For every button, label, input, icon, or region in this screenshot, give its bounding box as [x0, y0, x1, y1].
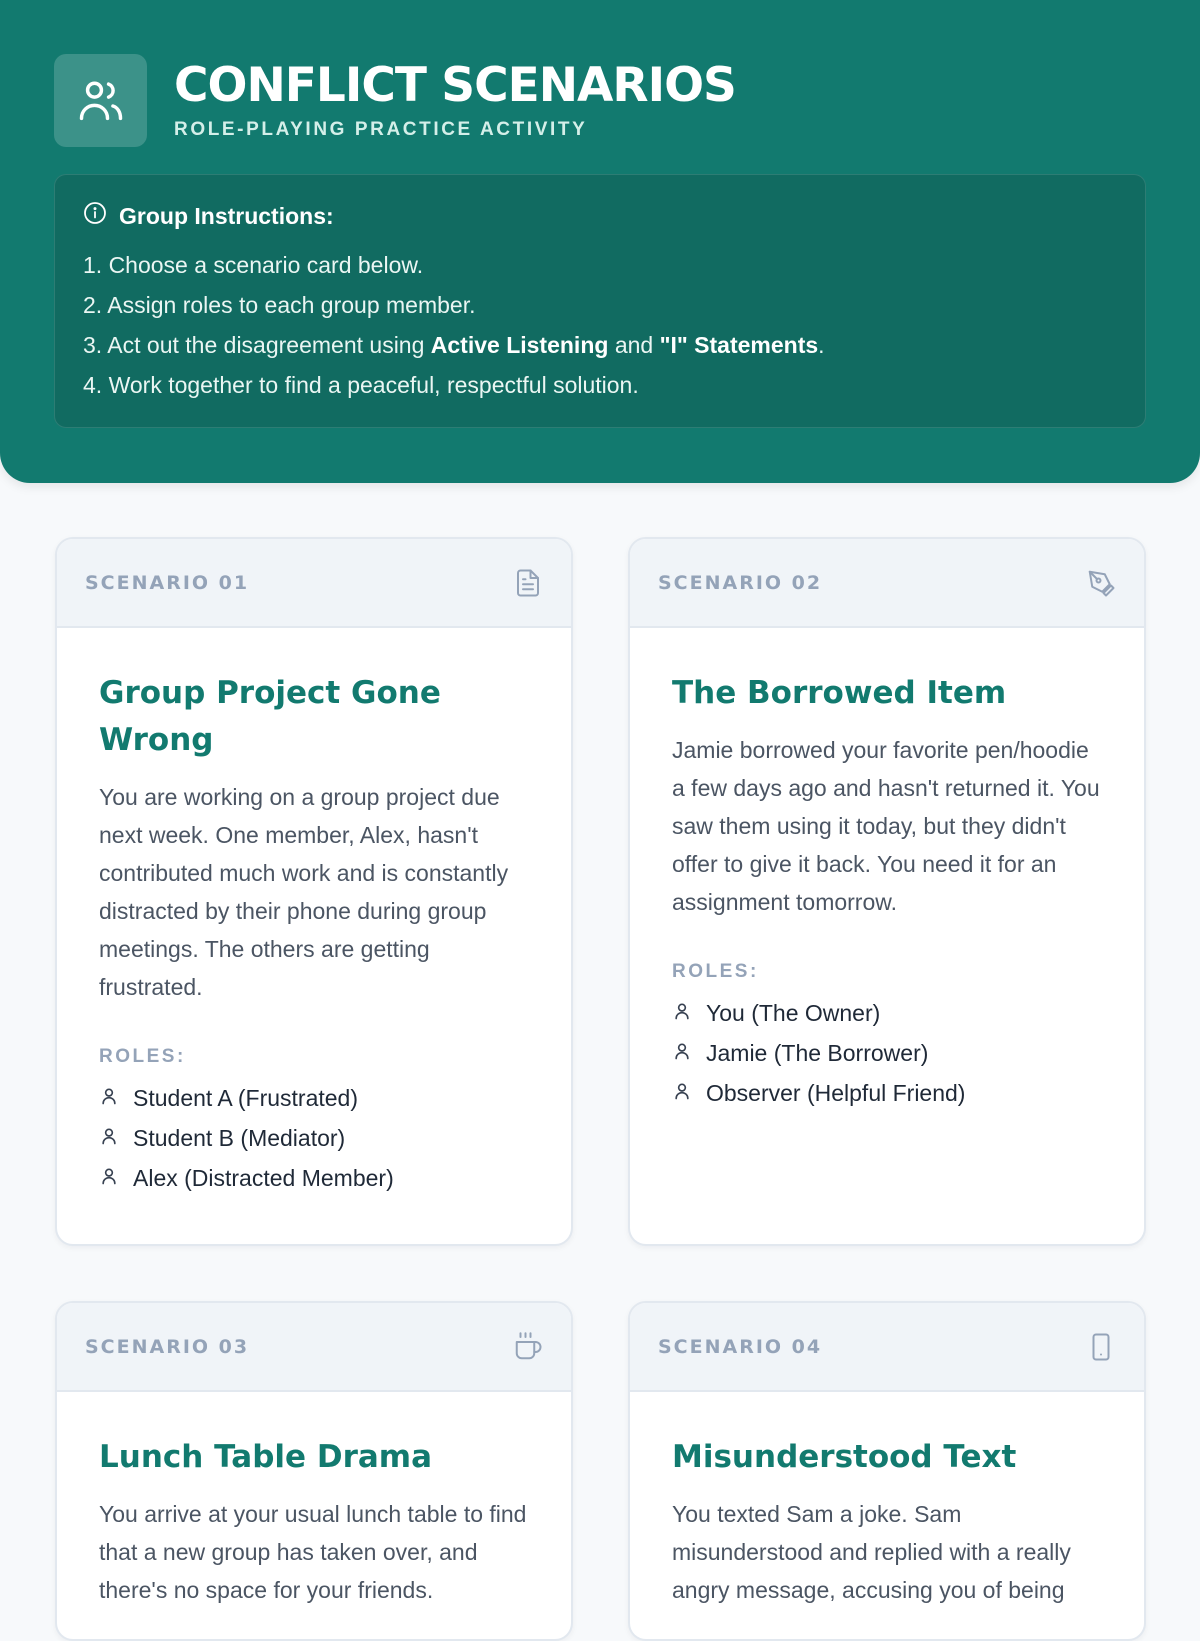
card-header	[57, 1303, 571, 1392]
user-icon	[99, 1118, 119, 1158]
role-label: Alex (Distracted Member)	[133, 1165, 394, 1191]
card-body	[57, 628, 571, 1236]
user-icon	[672, 1033, 692, 1073]
instruction-step	[83, 325, 1117, 365]
card-header	[630, 539, 1144, 628]
role-item	[99, 1118, 529, 1158]
scenario-number: SCENARIO 04	[658, 1335, 823, 1358]
role-item	[99, 1158, 529, 1198]
step-text: and	[608, 332, 660, 358]
scenario-card[interactable]	[628, 1301, 1146, 1641]
instruction-step: 1. Choose a scenario card below.	[83, 252, 424, 278]
step-text: .	[818, 332, 825, 358]
scenario-title: The Borrowed Item	[672, 675, 1007, 711]
info-icon	[83, 201, 107, 231]
page-subtitle: ROLE-PLAYING PRACTICE ACTIVITY	[174, 119, 588, 140]
card-header	[630, 1303, 1144, 1392]
scenario-card[interactable]	[628, 537, 1146, 1246]
scenario-description: You arrive at your usual lunch table to find that a new group has taken over, and there's no space for your friends.	[99, 1501, 527, 1603]
user-icon	[672, 993, 692, 1033]
scenario-number: SCENARIO 01	[85, 571, 250, 594]
page-header	[0, 0, 1200, 483]
role-label: Jamie (The Borrower)	[706, 1040, 929, 1066]
pen-tool-icon	[1086, 568, 1116, 598]
step-text: 3. Act out the disagreement using	[83, 332, 431, 358]
card-body	[630, 628, 1144, 1151]
card-body	[57, 1392, 571, 1641]
document-icon	[513, 568, 543, 598]
scenario-card[interactable]	[55, 537, 573, 1246]
scenario-description: You are working on a group project due next week. One member, Alex, hasn't contributed much work and is constantly distracted by their phone during group meetings. The others are getting frustrated.	[99, 784, 509, 1000]
scenario-title: Lunch Table Drama	[99, 1439, 432, 1475]
card-header	[57, 539, 571, 628]
scenario-description: You texted Sam a joke. Sam misunderstood and replied with a really angry message, accusing you of being	[672, 1501, 1071, 1603]
role-item	[99, 1078, 529, 1118]
instructions-list	[83, 245, 1117, 405]
user-icon	[672, 1073, 692, 1113]
instruction-step: 4. Work together to find a peaceful, respectful solution.	[83, 372, 639, 398]
users-icon	[54, 54, 147, 147]
user-icon	[99, 1158, 119, 1198]
role-item	[672, 1033, 1102, 1073]
instructions-panel	[54, 174, 1146, 428]
role-label: You (The Owner)	[706, 1000, 881, 1026]
active-listening-term: Active Listening	[430, 332, 609, 358]
scenario-title: Misunderstood Text	[672, 1439, 1017, 1475]
scenario-card[interactable]	[55, 1301, 573, 1641]
i-statements-term: "I" Statements	[659, 332, 819, 358]
scenario-title: Group Project Gone Wrong	[99, 675, 441, 758]
instructions-heading-row	[83, 201, 1117, 231]
role-label: Student A (Frustrated)	[133, 1085, 359, 1111]
card-body	[630, 1392, 1144, 1641]
roles-label: ROLES:	[99, 1046, 186, 1067]
instruction-step: 2. Assign roles to each group member.	[83, 292, 476, 318]
role-label: Observer (Helpful Friend)	[706, 1080, 966, 1106]
role-item	[672, 993, 1102, 1033]
scenario-description: Jamie borrowed your favorite pen/hoodie a few days ago and hasn't returned it. You saw them using it today, but they didn't offer to give it back. You need it for an assignment tomorrow.	[672, 737, 1100, 915]
role-label: Student B (Mediator)	[133, 1125, 346, 1151]
instructions-heading: Group Instructions:	[119, 202, 334, 229]
coffee-cup-icon	[513, 1332, 543, 1362]
role-item	[672, 1073, 1102, 1113]
scenario-number: SCENARIO 02	[658, 571, 823, 594]
roles-label: ROLES:	[672, 961, 759, 982]
smartphone-icon	[1086, 1332, 1116, 1362]
scenario-number: SCENARIO 03	[85, 1335, 250, 1358]
page-title: CONFLICT SCENARIOS	[174, 58, 736, 113]
user-icon	[99, 1078, 119, 1118]
